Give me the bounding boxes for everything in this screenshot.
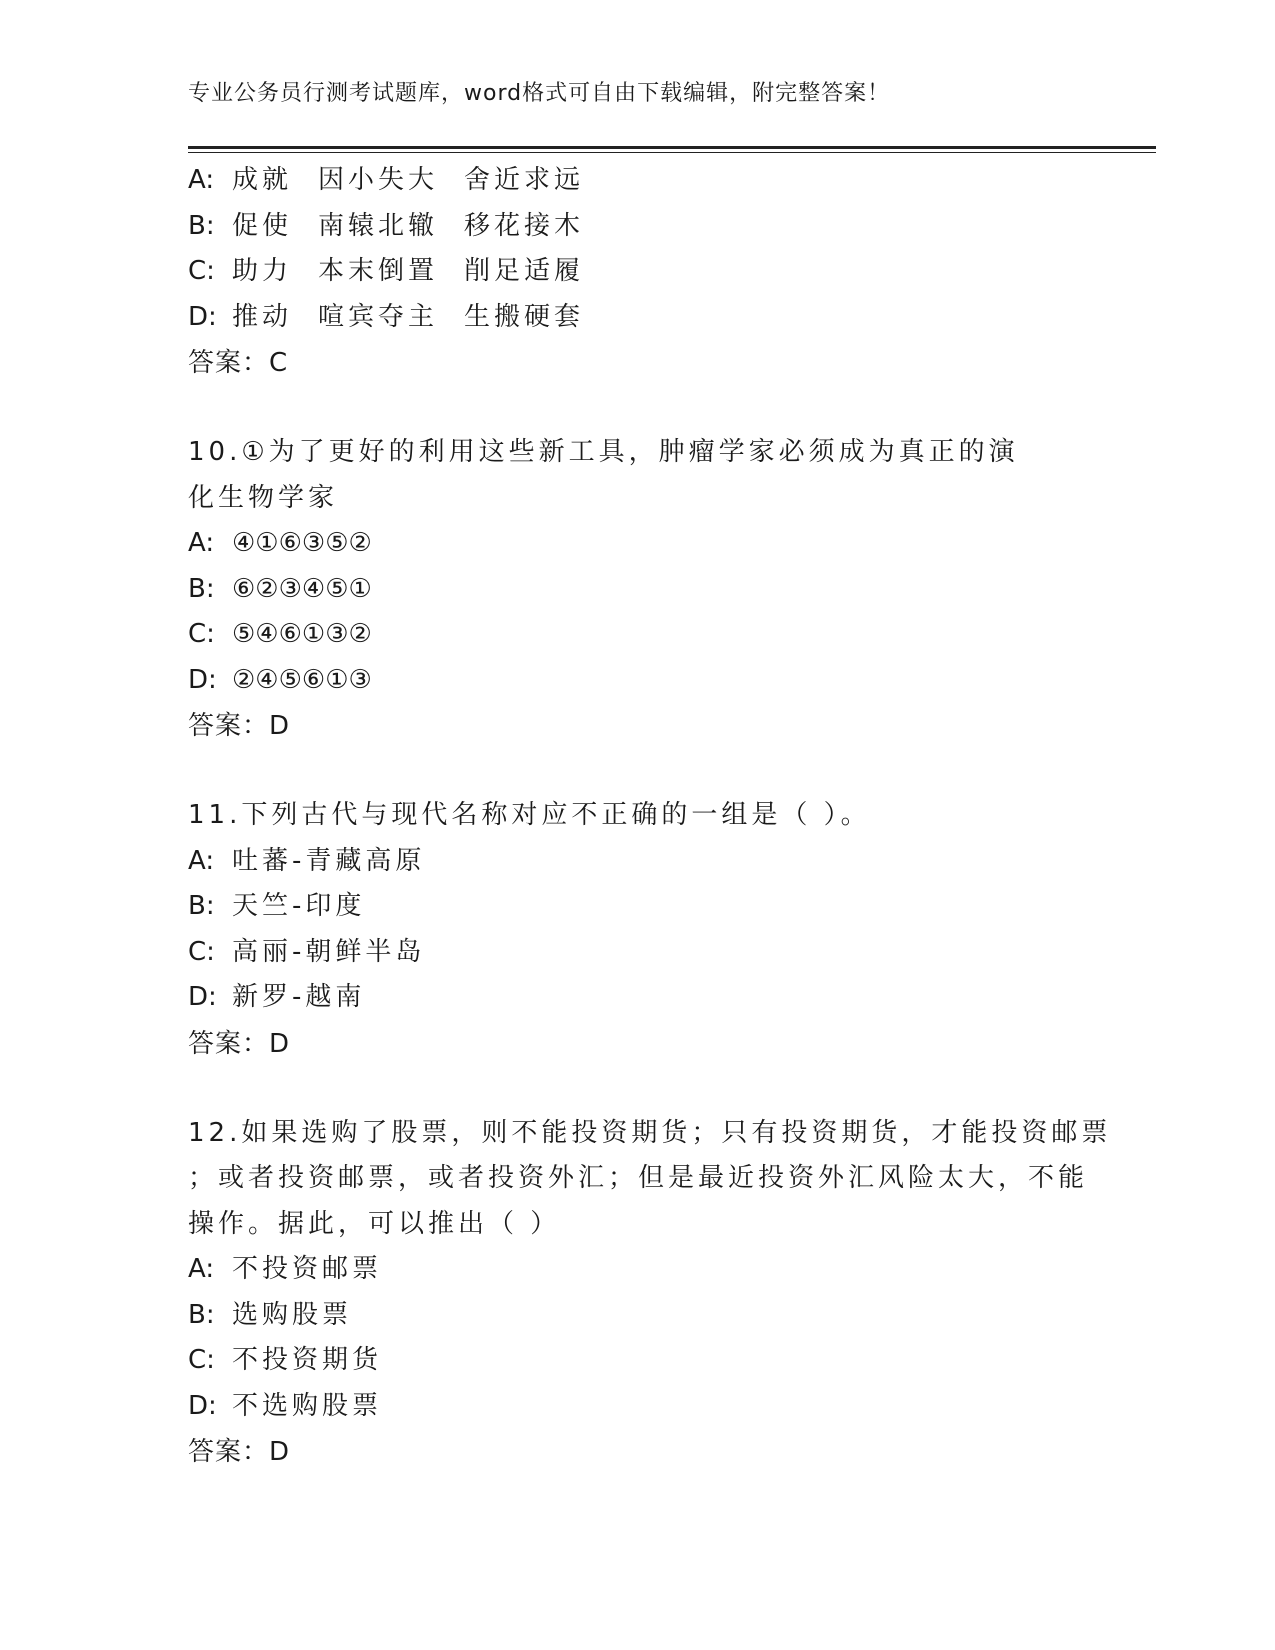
question-11 xyxy=(188,793,1088,1067)
option-d: D: 推动 喧宾夺主 生搬硬套 xyxy=(188,301,585,332)
header-rule-thick xyxy=(188,146,1156,149)
header-rule-thin xyxy=(188,152,1156,153)
option-a: A: ④①⑥③⑤② xyxy=(188,528,372,558)
option-c: C: ⑤④⑥①③② xyxy=(188,619,372,649)
answer-line: 答案：D xyxy=(188,1437,291,1467)
option-a: A: 吐蕃-青藏高原 xyxy=(188,845,426,876)
option-c: C: 助力 本末倒置 削足适履 xyxy=(188,256,585,286)
option-a: A: 成就 因小失大 舍近求远 xyxy=(188,165,585,195)
question-12 xyxy=(188,1111,1112,1476)
question-9 xyxy=(188,158,1088,386)
question-stem: 11.下列古代与现代名称对应不正确的一组是（ ）。 xyxy=(188,800,871,830)
option-c: C: 高丽-朝鲜半岛 xyxy=(188,936,426,967)
answer-line: 答案：D xyxy=(188,711,291,741)
option-b: B: 选购股票 xyxy=(188,1299,353,1330)
option-d: D: 新罗-越南 xyxy=(188,982,366,1012)
question-stem-line: 操作。据此，可以推出（ ） xyxy=(188,1208,561,1239)
question-list xyxy=(188,158,1112,1475)
option-b: B: ⑥②③④⑤① xyxy=(188,573,372,604)
answer-line: 答案：D xyxy=(188,1028,291,1059)
option-a: A: 不投资邮票 xyxy=(188,1254,383,1284)
option-d: D: 不选购股票 xyxy=(188,1390,383,1421)
option-c: C: 不投资期货 xyxy=(188,1345,383,1375)
answer-line: 答案：C xyxy=(188,348,289,378)
question-stem: 10.①为了更好的利用这些新工具，肿瘤学家必须成为真正的演化生物学家 xyxy=(188,437,1019,513)
option-b: B: 促使 南辕北辙 移花接木 xyxy=(188,210,585,241)
question-stem-line: ；或者投资邮票，或者投资外汇；但是最近投资外汇风险太大，不能 xyxy=(188,1163,1089,1193)
question-stem-line: 12.如果选购了股票，则不能投资期货；只有投资期货，才能投资邮票 xyxy=(188,1117,1112,1148)
page-header: 专业公务员行测考试题库，word格式可自由下载编辑，附完整答案！ xyxy=(188,81,891,106)
option-b: B: 天竺-印度 xyxy=(188,891,366,921)
question-10 xyxy=(188,430,1088,749)
option-d: D: ②④⑤⑥①③ xyxy=(188,664,372,695)
